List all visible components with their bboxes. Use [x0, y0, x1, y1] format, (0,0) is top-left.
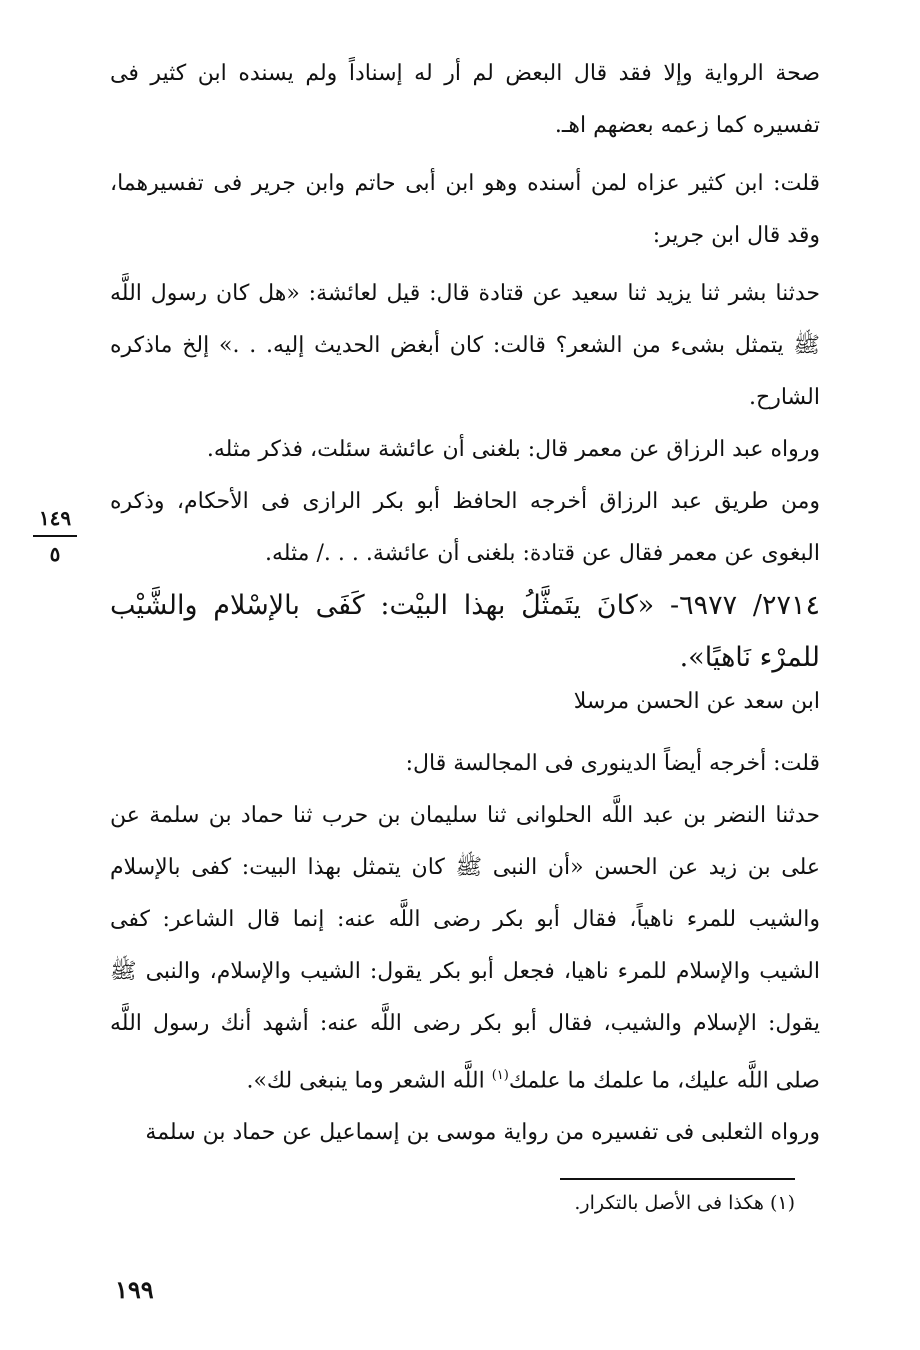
hadith-number: ٢٧١٤/ ٦٩٧٧-: [669, 590, 820, 621]
main-text-top: [110, 48, 820, 684]
footnote-marker: (١): [491, 1068, 509, 1083]
paragraph-6: قلت: أخرجه أيضاً الدينورى فى المجالسة قال:: [405, 751, 820, 776]
paragraph-4: ورواه عبد الرزاق عن معمر قال: بلغنى أن عائشة سئلت، فذكر مثله.: [206, 437, 820, 462]
paragraph-5: ومن طريق عبد الرزاق أخرجه الحافظ أبو بكر الرازى فى الأحكام، وذكره البغوى عن معمر فقال عن قتادة: بلغنى أن عائشة. . . ./ مثله.: [110, 489, 820, 566]
paragraph-3: حدثنا بشر ثنا يزيد ثنا سعيد عن قتادة قال: قيل لعائشة: «هل كان رسول اللَّه ﷺ يتمثل بشىء من الشعر؟ قالت: كان أبغض الحديث إليه. . .» إلخ ماذكره الشارح.: [110, 281, 820, 410]
paragraph-1: صحة الرواية وإلا فقد قال البعض لم أر له إسناداً ولم يسنده ابن كثير فى تفسيره كما زعمه بعضهم اهـ.: [110, 61, 820, 138]
page-number: ١٩٩: [115, 1275, 154, 1304]
paragraph-7-end: اللَّه الشعر وما ينبغى لك».: [246, 1068, 485, 1094]
hadith-entry: [110, 580, 820, 684]
margin-reference-bottom: ٥: [49, 542, 61, 566]
margin-reference: [30, 505, 80, 567]
margin-reference-top: ١٤٩: [38, 506, 72, 530]
footnote: (١) هكذا فى الأصل بالتكرار.: [574, 1192, 795, 1214]
paragraph-7-text: حدثنا النضر بن عبد اللَّه الحلوانى ثنا سليمان بن حرب ثنا حماد بن سلمة عن على بن زيد عن الحسن «أن النبى ﷺ كان يتمثل بهذا البيت: كفى بالإسلام والشيب للمرء ناهياً، فقال أبو بكر رضى اللَّه عنه: إنما قال الشاعر: كفى الشيب والإسلام للمرء ناهيا، فجعل أبو بكر يقول: الشيب والإسلام، والنبى ﷺ يقول: الإسلام والشيب، فقال أبو بكر رضى اللَّه عنه: أشهد أنك رسول اللَّه صلى اللَّه عليك، ما علمك ما علمك: [110, 803, 820, 1094]
paragraph-2: قلت: ابن كثير عزاه لمن أسنده وهو ابن أبى حاتم وابن جرير فى تفسيرهما، وقد قال ابن جرير:: [110, 171, 820, 248]
hadith-text: «كانَ يتَمثَّلُ بهذا البيْت: كَفَى بالإسْلام والشَّيْب للمرْء نَاهيًا».: [110, 590, 820, 673]
main-text-bottom: [110, 676, 820, 1159]
paragraph-7: [110, 790, 820, 1107]
footnote-separator: [560, 1178, 795, 1180]
margin-reference-divider: [33, 535, 77, 537]
source-line: ابن سعد عن الحسن مرسلا: [573, 689, 820, 714]
paragraph-8: ورواه الثعلبى فى تفسيره من رواية موسى بن إسماعيل عن حماد بن سلمة: [145, 1120, 820, 1146]
